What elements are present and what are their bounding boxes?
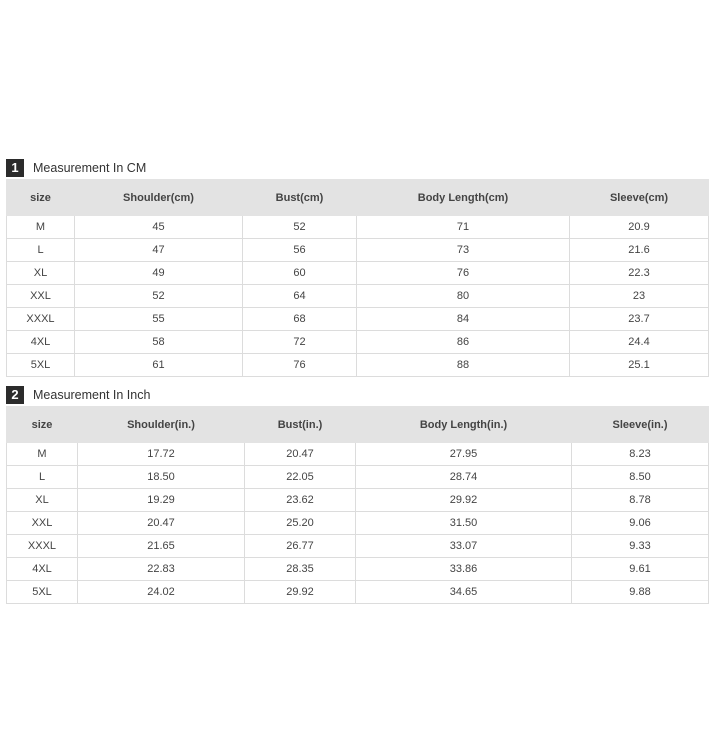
sleeve-cell: 9.61 (572, 558, 709, 581)
size-cell: XXXL (7, 535, 78, 558)
table-row (7, 285, 709, 308)
table-row (7, 354, 709, 377)
size-cell: L (7, 239, 75, 262)
bust-cell: 52 (243, 216, 357, 239)
sleeve-cell: 9.88 (572, 581, 709, 604)
body-length-cell: 76 (357, 262, 570, 285)
sleeve-cell: 8.50 (572, 466, 709, 489)
bust-cell: 64 (243, 285, 357, 308)
cm-header-size: size (7, 180, 75, 216)
inch-measurement-section (6, 384, 708, 604)
sleeve-cell: 20.9 (570, 216, 709, 239)
cm-table-header-row (7, 180, 709, 216)
sleeve-cell: 8.23 (572, 443, 709, 466)
cm-section-header (6, 157, 708, 178)
body-length-cell: 84 (357, 308, 570, 331)
bust-cell: 22.05 (245, 466, 356, 489)
cm-header-body-length: Body Length(cm) (357, 180, 570, 216)
sleeve-cell: 8.78 (572, 489, 709, 512)
sleeve-cell: 9.06 (572, 512, 709, 535)
bust-cell: 28.35 (245, 558, 356, 581)
inch-section-title: Measurement In Inch (33, 387, 151, 402)
bust-cell: 60 (243, 262, 357, 285)
inch-table-header-row (7, 407, 709, 443)
body-length-cell: 33.07 (356, 535, 572, 558)
bust-cell: 20.47 (245, 443, 356, 466)
shoulder-cell: 52 (75, 285, 243, 308)
cm-section-title: Measurement In CM (33, 160, 147, 175)
shoulder-cell: 58 (75, 331, 243, 354)
shoulder-cell: 55 (75, 308, 243, 331)
bust-cell: 68 (243, 308, 357, 331)
size-cell: 4XL (7, 558, 78, 581)
shoulder-cell: 18.50 (78, 466, 245, 489)
body-length-cell: 28.74 (356, 466, 572, 489)
sleeve-cell: 24.4 (570, 331, 709, 354)
body-length-cell: 71 (357, 216, 570, 239)
body-length-cell: 31.50 (356, 512, 572, 535)
shoulder-cell: 22.83 (78, 558, 245, 581)
inch-header-bust: Bust(in.) (245, 407, 356, 443)
body-length-cell: 88 (357, 354, 570, 377)
size-cell: 5XL (7, 354, 75, 377)
table-row (7, 512, 709, 535)
table-row (7, 308, 709, 331)
body-length-cell: 29.92 (356, 489, 572, 512)
size-cell: 5XL (7, 581, 78, 604)
table-row (7, 581, 709, 604)
cm-size-table (6, 179, 709, 377)
shoulder-cell: 24.02 (78, 581, 245, 604)
sleeve-cell: 23 (570, 285, 709, 308)
shoulder-cell: 49 (75, 262, 243, 285)
shoulder-cell: 17.72 (78, 443, 245, 466)
shoulder-cell: 21.65 (78, 535, 245, 558)
inch-header-sleeve: Sleeve(in.) (572, 407, 709, 443)
bust-cell: 25.20 (245, 512, 356, 535)
shoulder-cell: 20.47 (78, 512, 245, 535)
size-cell: M (7, 443, 78, 466)
inch-header-size: size (7, 407, 78, 443)
sleeve-cell: 21.6 (570, 239, 709, 262)
size-cell: XL (7, 262, 75, 285)
cm-section-number: 1 (6, 159, 24, 177)
inch-header-shoulder: Shoulder(in.) (78, 407, 245, 443)
bust-cell: 72 (243, 331, 357, 354)
body-length-cell: 33.86 (356, 558, 572, 581)
body-length-cell: 73 (357, 239, 570, 262)
sleeve-cell: 9.33 (572, 535, 709, 558)
cm-header-bust: Bust(cm) (243, 180, 357, 216)
table-row (7, 443, 709, 466)
bust-cell: 23.62 (245, 489, 356, 512)
shoulder-cell: 47 (75, 239, 243, 262)
bust-cell: 26.77 (245, 535, 356, 558)
cm-measurement-section (6, 157, 708, 377)
size-cell: XXXL (7, 308, 75, 331)
sleeve-cell: 22.3 (570, 262, 709, 285)
inch-header-body-length: Body Length(in.) (356, 407, 572, 443)
table-row (7, 216, 709, 239)
cm-header-shoulder: Shoulder(cm) (75, 180, 243, 216)
inch-size-table (6, 406, 709, 604)
size-cell: 4XL (7, 331, 75, 354)
size-cell: M (7, 216, 75, 239)
table-row (7, 535, 709, 558)
cm-header-sleeve: Sleeve(cm) (570, 180, 709, 216)
shoulder-cell: 19.29 (78, 489, 245, 512)
table-row (7, 239, 709, 262)
bust-cell: 56 (243, 239, 357, 262)
body-length-cell: 34.65 (356, 581, 572, 604)
inch-section-number: 2 (6, 386, 24, 404)
table-row (7, 331, 709, 354)
table-row (7, 466, 709, 489)
sleeve-cell: 23.7 (570, 308, 709, 331)
body-length-cell: 86 (357, 331, 570, 354)
bust-cell: 29.92 (245, 581, 356, 604)
table-row (7, 262, 709, 285)
size-cell: XXL (7, 285, 75, 308)
size-cell: L (7, 466, 78, 489)
table-row (7, 489, 709, 512)
table-row (7, 558, 709, 581)
shoulder-cell: 45 (75, 216, 243, 239)
bust-cell: 76 (243, 354, 357, 377)
sleeve-cell: 25.1 (570, 354, 709, 377)
body-length-cell: 27.95 (356, 443, 572, 466)
inch-section-header (6, 384, 708, 405)
body-length-cell: 80 (357, 285, 570, 308)
size-cell: XL (7, 489, 78, 512)
size-cell: XXL (7, 512, 78, 535)
shoulder-cell: 61 (75, 354, 243, 377)
